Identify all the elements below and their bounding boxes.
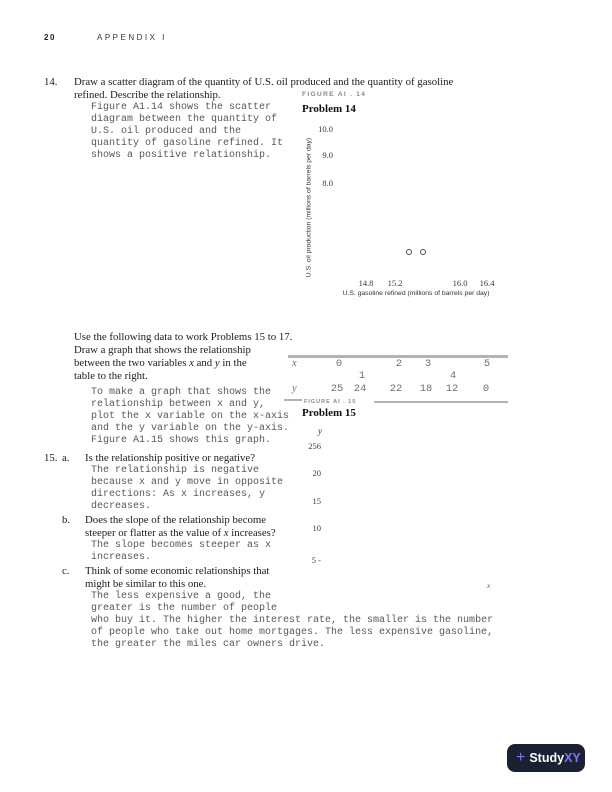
brand-study: Study — [529, 751, 565, 765]
problem-14-answer — [91, 102, 283, 162]
y-axis-tick: 8.0 — [322, 178, 333, 188]
x-axis-tick: 16.0 — [452, 278, 468, 288]
table-x-cell: 5 — [483, 358, 491, 370]
brand-text — [529, 749, 580, 767]
question-line: Does the slope of the relationship become — [85, 514, 267, 526]
table-x-cell: 1 — [358, 370, 366, 382]
table-x-cell: 4 — [449, 370, 457, 382]
table-x-cell: 0 — [335, 358, 343, 370]
problem-14-number: 14. — [44, 76, 58, 88]
y-axis-tick: 20 — [312, 468, 321, 478]
question-line: Think of some economic relationships that — [85, 565, 270, 577]
y-axis-tick: 5 - — [311, 555, 321, 565]
scatter-point — [420, 249, 426, 255]
table-y-cell: 18 — [419, 383, 433, 395]
plus-icon: + — [516, 748, 526, 766]
intro-line: Use the following data to work Problems 15 to 17. — [74, 331, 293, 343]
x-axis-title: x — [487, 582, 491, 590]
answer-line: diagram between the quantity of — [91, 114, 278, 125]
answer-line: of people who take out home mortgages. The less expensive gasoline, — [91, 627, 494, 638]
problems-15-17-intro — [74, 331, 292, 383]
answer-line: The less expensive a good, the — [91, 591, 272, 602]
question-line: refined. Describe the relationship. — [74, 89, 221, 101]
part-b-letter: b. — [62, 514, 71, 526]
answer-line: who buy it. The higher the interest rate, the smaller is the number — [91, 615, 494, 626]
answer-line: plot the x variable on the x-axis — [91, 411, 290, 422]
part-b-question — [85, 514, 276, 540]
question-line: steeper or flatter as the value of x increases? — [85, 527, 276, 539]
answer-line: because x and y move in opposite — [91, 477, 284, 488]
y-axis-tick: 15 — [312, 496, 321, 506]
table-x-cell: 3 — [424, 358, 432, 370]
figure-15-title: Problem 15 — [302, 407, 356, 419]
table-bottom-rule-right — [374, 401, 508, 403]
problem-14-question — [74, 76, 453, 102]
part-a-letter: a. — [62, 452, 70, 464]
answer-line: shows a positive relationship. — [91, 150, 272, 161]
x-axis-tick: 15.2 — [387, 278, 403, 288]
answer-line: greater is the number of people — [91, 603, 278, 614]
answer-line: quantity of gasoline refined. It — [91, 138, 284, 149]
studyxy-badge[interactable] — [507, 744, 585, 772]
table-y-cell: 24 — [353, 383, 367, 395]
table-x-header: x — [292, 358, 297, 369]
answer-line: The slope becomes steeper as x — [91, 540, 272, 551]
figure-14-title: Problem 14 — [302, 103, 356, 115]
table-y-cell: 12 — [445, 383, 459, 395]
answer-line: U.S. oil produced and the — [91, 126, 242, 137]
problem-15-number: 15. — [44, 452, 58, 464]
part-a-answer — [91, 465, 283, 513]
table-y-cell: 0 — [482, 383, 490, 395]
answer-line: The relationship is negative — [91, 465, 260, 476]
y-axis-tick: 10 — [312, 523, 321, 533]
page-number: 20 — [44, 33, 56, 42]
y-axis-tick: 10.0 — [318, 124, 333, 134]
table-y-cell: 25 — [330, 383, 344, 395]
scatter-point — [406, 249, 412, 255]
question-line: might be similar to this one. — [85, 578, 207, 590]
answer-line: the greater the miles car owners drive. — [91, 639, 326, 650]
answer-line: Figure A1.14 shows the scatter — [91, 102, 272, 113]
part-a-question — [85, 452, 255, 465]
figure-14-label: FIGURE AI . 14 — [302, 91, 367, 98]
intro-line: Draw a graph that shows the relationship — [74, 344, 251, 356]
answer-line: Figure A1.15 shows this graph. — [91, 435, 272, 446]
intro-line: table to the right. — [74, 370, 148, 382]
answer-line: increases. — [91, 552, 152, 563]
section-title: APPENDIX I — [97, 33, 167, 42]
figure-15-label: FIGURE AI . 15 — [304, 399, 357, 405]
part-c-question — [85, 565, 269, 591]
table-x-cell: 2 — [395, 358, 403, 370]
x-axis-tick: 14.8 — [358, 278, 374, 288]
table-y-header: y — [292, 383, 297, 394]
answer-line: To make a graph that shows the — [91, 387, 272, 398]
question-line: Draw a scatter diagram of the quantity of U.S. oil produced and the quantity of gasoline — [74, 76, 454, 88]
table-y-cell: 22 — [389, 383, 403, 395]
intro-answer — [91, 387, 289, 447]
x-axis-tick: 16.4 — [479, 278, 495, 288]
question-line: Is the relationship positive or negative? — [85, 452, 256, 464]
answer-line: relationship between x and y, — [91, 399, 266, 410]
part-c-letter: c. — [62, 565, 70, 577]
y-axis-tick: 9.0 — [322, 150, 333, 160]
part-b-answer — [91, 540, 271, 564]
y-axis-tick: 256 — [308, 441, 321, 451]
answer-line: directions: As x increases, y — [91, 489, 266, 500]
x-axis-title: U.S. gasoline refined (millions of barrels per day) — [342, 290, 490, 297]
intro-line: between the two variables x and y in the — [74, 357, 247, 369]
answer-line: and the y variable on the y-axis. — [91, 423, 290, 434]
brand-xy: XY — [564, 751, 581, 765]
part-c-answer — [91, 591, 493, 651]
table-bottom-rule-left — [284, 399, 302, 401]
y-axis-title: U.S. oil production (millions of barrels per day) — [305, 137, 313, 278]
y-axis-title: y — [318, 426, 322, 436]
answer-line: decreases. — [91, 501, 152, 512]
